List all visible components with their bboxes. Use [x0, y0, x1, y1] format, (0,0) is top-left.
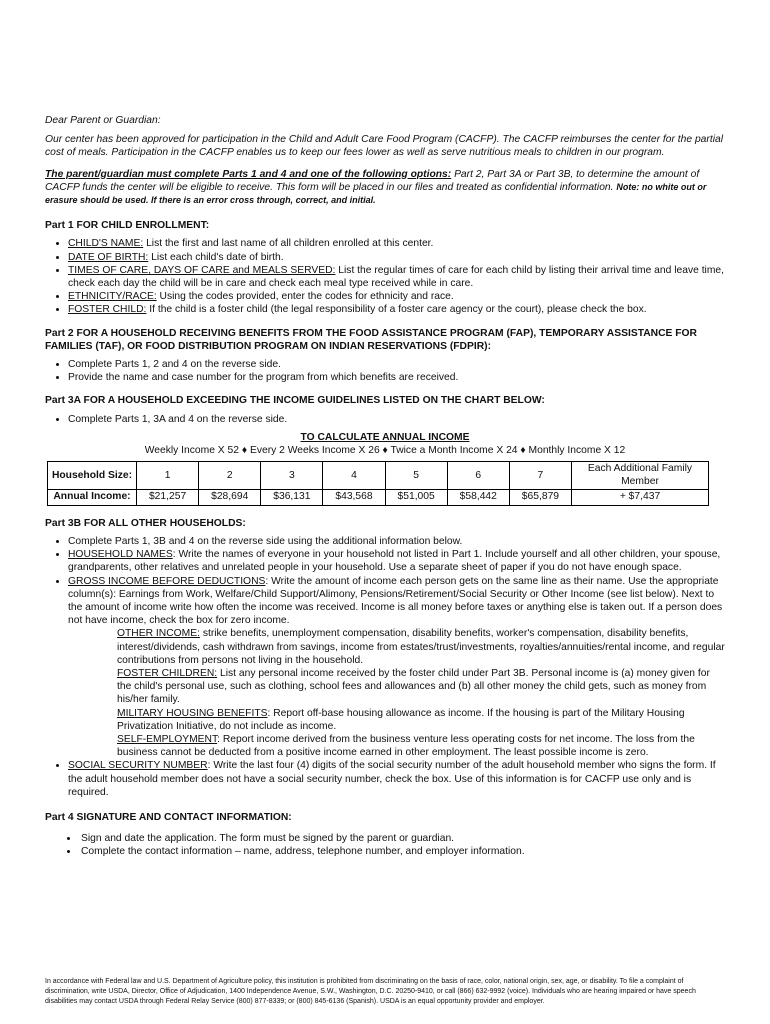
item-term: SOCIAL SECURITY NUMBER — [68, 760, 208, 772]
table-cell: $36,131 — [261, 490, 323, 506]
table-cell: 7 — [509, 462, 571, 490]
part4-section — [45, 811, 725, 859]
income-types — [68, 627, 725, 759]
item-term: CHILD'S NAME: — [68, 238, 144, 250]
item-text: : Report off-base housing allowance as income. If the housing is part of the Military Housing Privatization Initiative, do not include as income. — [117, 707, 685, 732]
item-term: SELF-EMPLOYMENT — [117, 734, 218, 746]
item-text: List the first and last name of all children enrolled at this center. — [143, 238, 434, 250]
part3a-list — [45, 413, 725, 426]
part3b-heading: Part 3B FOR ALL OTHER HOUSEHOLDS: — [45, 517, 246, 529]
part2-heading: Part 2 FOR A HOUSEHOLD RECEIVING BENEFITS FROM THE FOOD ASSISTANCE PROGRAM (FAP), TEMPORARY ASSISTANCE FOR FAMILIES (TAF), OR FOOD DISTRIBUTION PROGRAM ON INDIAN RESERVATIONS (FDPIR): — [45, 327, 697, 352]
part3a-heading: Part 3A FOR A HOUSEHOLD EXCEEDING THE INCOME GUIDELINES LISTED ON THE CHART BELOW: — [45, 395, 545, 407]
list-item — [68, 759, 725, 799]
part3b-list — [45, 535, 725, 799]
list-item: • Complete the contact information – name, address, telephone number, and employer information. — [79, 845, 725, 858]
part1-heading: Part 1 FOR CHILD ENROLLMENT: — [45, 220, 210, 232]
sub-item — [117, 667, 725, 707]
table-cell: Each Additional Family Member — [572, 462, 709, 490]
list-item: • Complete Parts 1, 3A and 4 on the reverse side. — [68, 413, 725, 426]
calc-title: TO CALCULATE ANNUAL INCOME — [300, 431, 470, 443]
part1-section — [45, 219, 725, 316]
list-item — [68, 237, 725, 250]
instructions-text: Part 2, Part 3A or Part 3B, to determine the amount of CACFP funds the center will be eligible to receive. This form will be placed in our files and treated as confidential information. — [45, 168, 700, 193]
instructions-lead: The parent/guardian must complete Parts 1 and 4 and one of the following options: — [45, 168, 452, 180]
list-item — [68, 303, 725, 316]
item-text: strike benefits, unemployment compensation, disability benefits, worker's compensation, disability benefits, interest/dividends, cash withdrawn from savings, income from estates/trust/investments, royalties/annuities/rental income, and regular contributions from persons not living in the household. — [117, 628, 725, 666]
item-text: : Write the amount of income each person gets on the same line as their name. Use the appropriate column(s): Earnings from Work, Welfare/Child Support/Alimony, Pensions/Retirement/Social Security or Other Income (see list below). Next to the amount of income write how often the income was received. Income is all money before taxes or anything else is taken out. If a person does not have income, check the box for zero income. — [68, 575, 723, 627]
item-text: : Write the last four (4) digits of the social security number of the adult household member who signs the form. If the adult household member does not have a social security number, check the box. Use of this information is for CACFP use only and is required. — [68, 760, 716, 798]
item-term: OTHER INCOME: — [117, 628, 200, 640]
item-text: If the child is a foster child (the legal responsibility of a foster care agency or the court), please check the box. — [146, 304, 647, 316]
item-text: List the regular times of care for each child by listing their arrival time and leave time, check each day the child will be in care and check each meal type received while in care. — [68, 264, 725, 290]
table-row — [48, 462, 709, 490]
nondiscrimination-footer: In accordance with Federal law and U.S. Department of Agriculture policy, this institution is prohibited from discriminating on the basis of race, color, national origin, sex, age, or disability. To file a complaint of discrimination, write USDA, Director, Office of Adjudication, 1400 Independence Avenue, S.W., Washington, D.C. 20250-9410, or call (866) 632-9992 (voice). Individuals who are hearing impaired or have speech disabilities may contact USDA through Federal Relay Service (800) 877-8339; or (800) 845-6136 (Spanish). USDA is an equal opportunity provider and employer. — [45, 978, 696, 1005]
list-item: • Provide the name and case number for the program from which benefits are received. — [68, 371, 725, 384]
part1-list — [45, 237, 725, 316]
item-text: : Write the names of everyone in your household not listed in Part 1. Include yourself and all other children, your spouse, grandparents, other relatives and unrelated people in your household. Use a separate sheet of paper if you do not have enough space. — [68, 549, 721, 574]
part2-section — [45, 327, 725, 385]
item-term: ETHNICITY/RACE: — [68, 291, 157, 303]
list-item — [68, 575, 725, 760]
part3a-section — [45, 394, 725, 505]
table-cell: $65,879 — [509, 490, 571, 506]
item-term: TIMES OF CARE, DAYS OF CARE and MEALS SERVED: — [68, 264, 336, 276]
table-cell: $21,257 — [137, 490, 199, 506]
calc-line: Weekly Income X 52 ♦ Every 2 Weeks Income X 26 ♦ Twice a Month Income X 24 ♦ Monthly Income X 12 — [144, 445, 626, 457]
item-text: List each child's date of birth. — [148, 251, 284, 263]
sub-item — [117, 707, 725, 733]
intro-paragraph: Our center has been approved for participation in the Child and Adult Care Food Program (CACFP). The CACFP reimburses the center for the partial cost of meals. Participation in the CACFP enables us to keep our fees lower as well as serve nutritious meals to children in our program. — [45, 134, 724, 159]
table-cell: 5 — [385, 462, 447, 490]
item-term: FOSTER CHILDREN: — [117, 668, 218, 679]
annual-income-calc — [45, 431, 725, 457]
item-term: GROSS INCOME BEFORE DEDUCTIONS — [68, 575, 266, 587]
list-item — [68, 548, 725, 574]
item-term: DATE OF BIRTH: — [68, 251, 149, 263]
table-cell: $58,442 — [447, 490, 509, 506]
table-cell: $43,568 — [323, 490, 385, 506]
size-label: Household Size: — [48, 462, 137, 490]
list-item: • Sign and date the application. The form must be signed by the parent or guardian. — [79, 832, 725, 845]
sub-item — [117, 627, 725, 667]
item-text: Using the codes provided, enter the codes for ethnicity and race. — [156, 291, 454, 303]
item-term: MILITARY HOUSING BENEFITS — [117, 707, 268, 719]
table-cell: $28,694 — [199, 490, 261, 506]
list-item — [68, 290, 725, 303]
instructions-note: Note: no white out or erasure should be used. If there is an error cross through, correct, and initial. — [45, 181, 707, 206]
part4-heading: Part 4 SIGNATURE AND CONTACT INFORMATION: — [45, 812, 292, 824]
sub-item — [117, 733, 725, 759]
table-cell: 2 — [199, 462, 261, 490]
list-item: • Complete Parts 1, 3B and 4 on the reverse side using the additional information below. — [68, 535, 725, 548]
table-row — [48, 490, 709, 506]
income-label: Annual Income: — [48, 490, 137, 506]
table-cell: 6 — [447, 462, 509, 490]
part4-list — [45, 832, 725, 858]
table-cell: 1 — [137, 462, 199, 490]
table-cell: 3 — [261, 462, 323, 490]
table-cell: $51,005 — [385, 490, 447, 506]
item-term: FOSTER CHILD: — [68, 304, 147, 316]
instructions-paragraph — [45, 168, 725, 208]
list-item: • Complete Parts 1, 2 and 4 on the reverse side. — [68, 358, 725, 371]
document-page — [45, 114, 725, 859]
item-text: : Report income derived from the business venture less operating costs for net income. The loss from the business cannot be deducted from a positive income earned in other employment. The least possible income is zero. — [117, 734, 695, 759]
table-cell: 4 — [323, 462, 385, 490]
list-item — [68, 264, 725, 290]
item-term: HOUSEHOLD NAMES — [68, 549, 173, 561]
list-item — [68, 251, 725, 264]
part3b-section — [45, 517, 725, 799]
part2-list — [45, 358, 725, 384]
greeting: Dear Parent or Guardian: — [45, 115, 161, 126]
income-guidelines-table — [47, 461, 709, 506]
item-text: List any personal income received by the foster child under Part 3B. Personal income is (a) money given for the child's personal use, such as clothing, school fees and allowances and (b) all other money the child gets, such as money from his/her family. — [117, 668, 710, 706]
table-cell: + $7,437 — [572, 490, 709, 506]
